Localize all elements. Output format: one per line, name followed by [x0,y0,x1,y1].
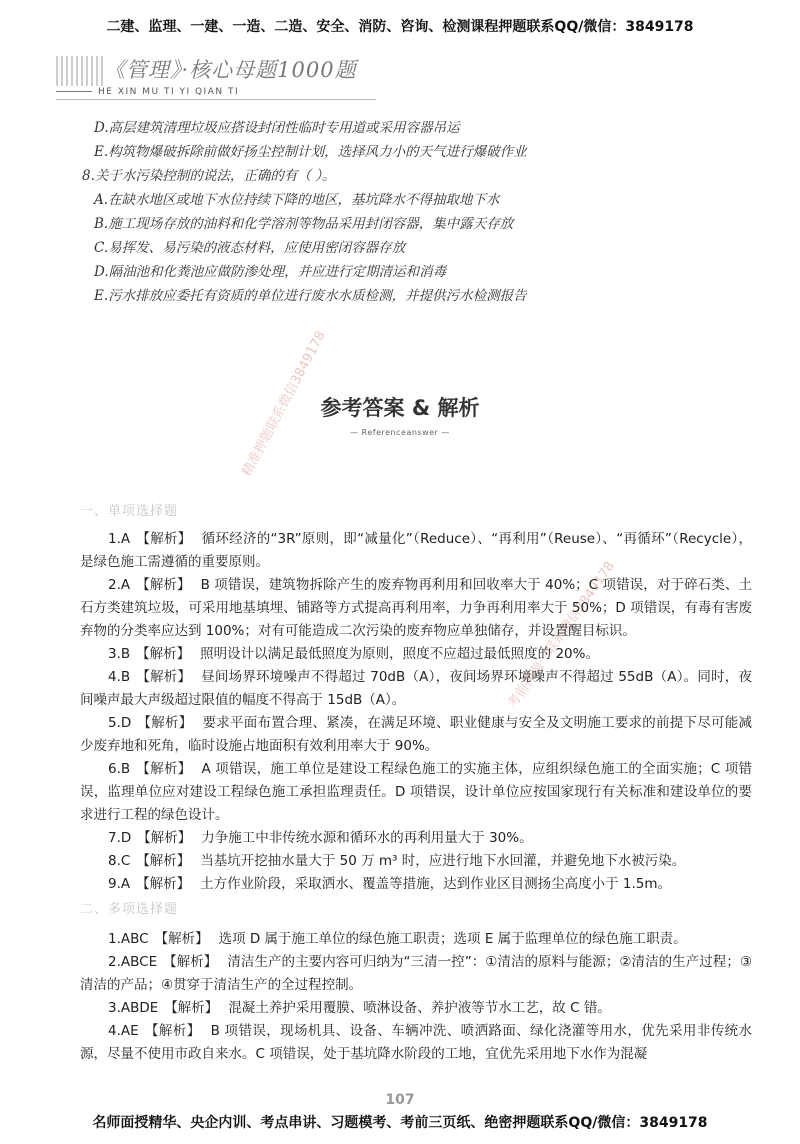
analysis-text: 昼间场界环境噪声不得超过 70dB（A），夜间场界环境噪声不得超过 55dB（A）。同时，夜间噪声最大声级超过限值的幅度不得高于 15dB（A）。 [80,669,753,708]
analysis-text: 循环经济的“3R”原则，即“减量化”（Reduce）、“再利用”（Reuse）、“再循环”（Recycle），是绿色施工需遵循的重要原则。 [80,531,753,570]
answer-item [80,712,752,758]
answer-item [80,928,752,951]
book-title: 《管理》·核心母题1000题 [104,58,357,82]
answer-label: 3.ABDE [108,1000,159,1016]
answer-item [80,574,752,643]
answer-item [80,997,752,1020]
answer-item [80,873,752,896]
answer-label: 1.A [108,531,131,547]
answer-label: 9.A [108,876,131,892]
answer-label: 6.B [108,761,131,777]
answer-label: 4.AE [108,1023,139,1039]
answer-label: 1.ABC [108,931,149,947]
answer-label: 4.B [108,669,131,685]
question-section [82,116,742,308]
answer-item [80,951,752,997]
single-choice-heading: 一、单项选择题 [80,504,179,519]
answer-item [80,643,752,666]
analysis-tag: 【解析】 [164,1000,219,1016]
analysis-tag: 【解析】 [136,876,191,892]
analysis-tag: 【解析】 [154,931,209,947]
analysis-text: B 项错误，建筑物拆除产生的废弃物再利用和回收率大于 40%；C 项错误，对于碎石类、土石方类建筑垃圾，可采用地基填埋、铺路等方式提高再利用率，力争再利用率大于 50%；D 项错误，有毒有害废弃物的分类率应达到 100%；对有可能造成二次污染的废弃物应单独储存，并设置醒目标识。 [80,577,752,639]
analysis-text: A 项错误，施工单位是建设工程绿色施工的实施主体，应组织绿色施工的全面实施；C 项错误，监理单位应对建设工程绿色施工承担监理责任。D 项错误，设计单位应按国家现行有关标准和建设单位的要求进行工程的绿色设计。 [80,761,753,823]
analysis-tag: 【解析】 [136,531,192,547]
single-choice-answers [80,528,752,896]
page-number: 107 [385,1092,415,1108]
answer-item [80,758,752,827]
question-option: E.构筑物爆破拆除前做好扬尘控制计划，选择风力小的天气进行爆破作业 [94,144,527,160]
multi-choice-heading: 二、多项选择题 [80,902,179,917]
analysis-tag: 【解析】 [144,1023,201,1039]
analysis-tag: 【解析】 [136,669,192,685]
analysis-text: 当基坑开挖抽水量大于 50 万 m³ 时，应进行地下水回灌，并避免地下水被污染。 [200,853,686,869]
question-option: B.施工现场存放的油料和化学溶剂等物品采用封闭容器，集中露天存放 [94,216,514,232]
answer-item [80,666,752,712]
analysis-tag: 【解析】 [137,830,192,846]
analysis-text: 选项 D 属于施工单位的绿色施工职责；选项 E 属于监理单位的绿色施工职责。 [218,931,687,947]
answers-title: 参考答案 & 解析 [320,396,480,420]
analysis-text: 照明设计以满足最低照度为原则，照度不应超过最低照度的 20%。 [200,646,599,662]
answer-label: 3.B [108,646,131,662]
analysis-tag: 【解析】 [137,715,193,731]
analysis-tag: 【解析】 [163,954,218,970]
analysis-text: 力争施工中非传统水源和循环水的再利用量大于 30%。 [201,830,533,846]
watermark-text: 考前押题一联系微信3849178 [505,559,618,711]
title-stripes-decoration [56,56,104,86]
answer-label: 5.D [108,715,132,731]
question-option: C.易挥发、易污染的液态材料，应使用密闭容器存放 [94,240,406,256]
answer-label: 7.D [108,830,132,846]
analysis-tag: 【解析】 [136,761,192,777]
top-banner: 二建、监理、一建、一造、二造、安全、消防、咨询、检测课程押题联系QQ/微信：3849178 [106,19,694,35]
answer-item [80,827,752,850]
question-stem: 8.关于水污染控制的说法，正确的有（ ）。 [82,168,336,184]
question-option: A.在缺水地区或地下水位持续下降的地区，基坑降水不得抽取地下水 [94,192,500,208]
answer-label: 2.A [108,577,131,593]
book-title-block [56,54,376,102]
watermark-text: 精准押题联系微信3849178 [239,328,329,479]
answer-label: 2.ABCE [108,954,158,970]
multi-choice-answers [80,928,752,1066]
analysis-tag: 【解析】 [136,646,191,662]
answer-label: 8.C [108,853,131,869]
analysis-text: 土方作业阶段，采取洒水、覆盖等措施，达到作业区目测扬尘高度小于 1.5m。 [200,876,672,892]
answer-item [80,1020,752,1066]
question-option: D.高层建筑清理垃圾应搭设封闭性临时专用道或采用容器吊运 [94,120,460,136]
analysis-text: 混凝土养护采用覆膜、喷淋设备、养护液等节水工艺，故 C 错。 [228,1000,611,1016]
analysis-tag: 【解析】 [136,853,191,869]
answer-item [80,528,752,574]
answer-item [80,850,752,873]
bottom-banner: 名师面授精华、央企内训、考点串讲、习题模考、考前三页纸、绝密押题联系QQ/微信：3849178 [92,1115,708,1131]
analysis-text: 要求平面布置合理、紧凑，在满足环境、职业健康与安全及文明施工要求的前提下尽可能减少废弃地和死角，临时设施占地面积有效利用率大于 90%。 [80,715,752,754]
title-rule [56,99,376,100]
analysis-text: 清洁生产的主要内容可归纳为“三清一控”：①清洁的原料与能源；②清洁的生产过程；③清洁的产品；④贯穿于清洁生产的全过程控制。 [80,954,753,993]
book-title-pinyin: HE XIN MU TI YI QIAN TI [56,87,239,97]
answers-subtitle: — Referenceanswer — [350,428,450,437]
analysis-text: B 项错误，现场机具、设备、车辆冲洗、喷洒路面、绿化浇灌等用水，优先采用非传统水源，尽量不使用市政自来水。C 项错误，处于基坑降水阶段的工地，宜优先采用地下水作为混凝 [80,1023,752,1062]
analysis-tag: 【解析】 [136,577,191,593]
question-option: D.隔油池和化粪池应做防渗处理，并应进行定期清运和消毒 [94,264,447,280]
question-option: E.污水排放应委托有资质的单位进行废水水质检测，并提供污水检测报告 [94,288,527,304]
